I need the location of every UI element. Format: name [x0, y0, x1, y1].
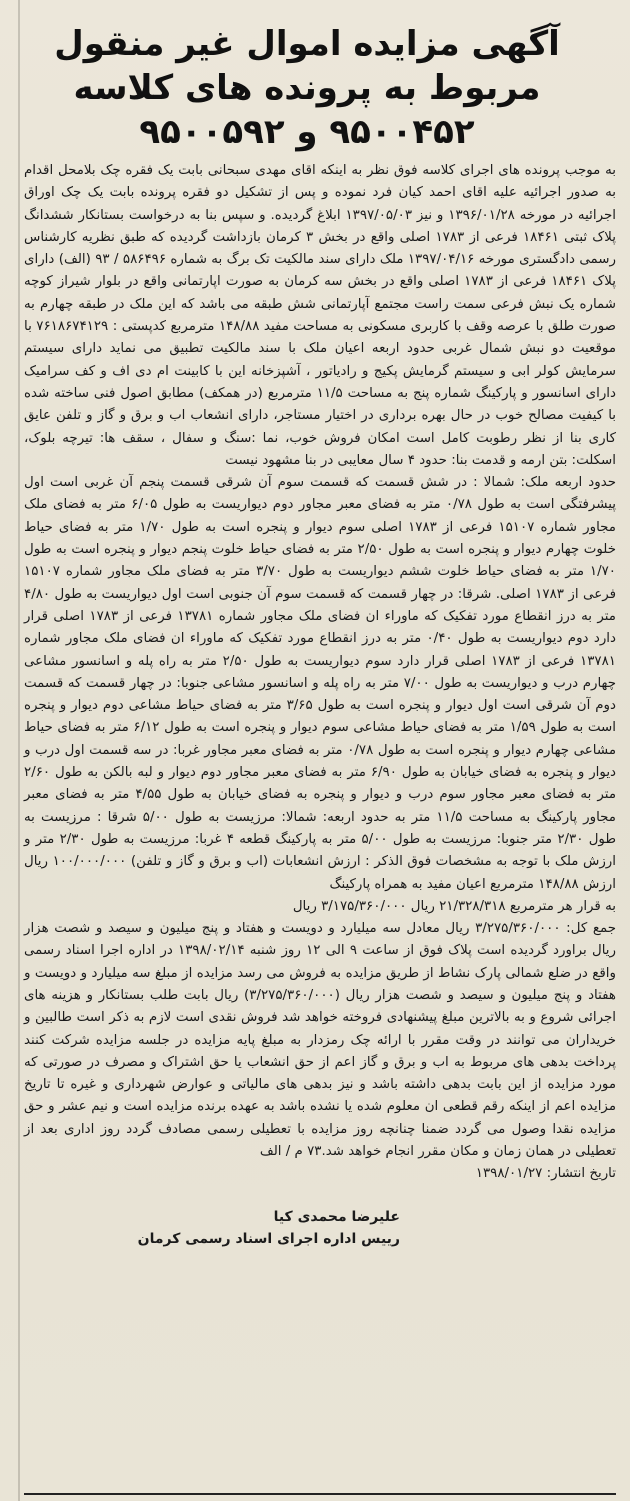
- boundaries-paragraph: حدود اربعه ملک: شمالا : در شش قسمت که قسمت سوم آن شرقی قسمت پنجم آن غربی است اول پیشرفتگی است به طول ۰/۷۸ متر به فضای معبر مجاور دوم دیواریست به طول ۶/۰۵ متر به فضای ملک مجاور شماره ۱۵۱۰۷ فرعی از ۱۷۸۳ اصلی سوم دیوار و پنجره است به طول ۱/۷۰ متر به فضای حیاط خلوت چهارم دیوار و پنجره است به طول ۲/۵۰ متر به فضای حیاط خلوت پنجم دیوار و پنجره است به طول ۱/۷۰ متر به فضای حیاط خلوت ششم دیواریست به طول ۳/۷۰ متر به فضای ملک مجاور شماره ۱۵۱۰۷ فرعی از ۱۷۸۳ اصلی. شرقا: در چهار قسمت که قسمت سوم آن جنوبی است اول دیواریست به طول ۴/۸۰ متر به درز انقطاع مورد تفکیک که ماوراء ان فضای ملک مجاور شماره ۱۳۷۸۱ فرعی از ۱۷۸۳ اصلی قرار دارد دوم دیواریست به طول ۰/۴۰ متر به درز انقطاع مورد تفکیک که ماوراء ان فضای ملک مجاور شماره ۱۳۷۸۱ فرعی از ۱۷۸۳ اصلی قرار دارد سوم دیواریست به طول ۲/۵۰ متر به راه پله و اسانسور مشاعی چهارم درب و دیواریست به طول ۷/۰۰ متر به راه پله و اسانسور مشاعی جنوبا: در چهار قسمت که قسمت دوم آن شرقی است اول دیوار و پنجره است به طول ۳/۶۵ متر به فضای حیاط مشاعی دوم دیوار و پنجره است به طول ۱/۵۹ متر به فضای حیاط مشاعی سوم دیوار و پنجره است به طول ۶/۱۲ متر به فضای حیاط مشاعی چهارم دیوار و پنجره است به طول ۰/۷۸ متر به فضای معبر مجاور غربا: در سه قسمت اول درب و دیوار و پنجره به فضای خیابان به طول ۶/۹۰ متر به فضای معبر مجاور دوم دیوار و لبه بالکن به طول ۲/۶۰ متر به فضای معبر مجاور سوم درب و دیوار و پنجره به فضای خیابان به طول ۴/۵۵ متر به فضای معبر مجاور پارکینگ به مساحت ۱۱/۵ متر به حدود اربعه: شمالا: مرزیست به طول ۵/۰۰ شرقا : مرزیست به طول ۲/۳۰ متر جنوبا: مرزیست به طول ۵/۰۰ متر به پارکینگ قطعه ۴ غربا: مرزیست به طول ۲/۳۰ متر و ارزش ملک با توجه به مشخصات فوق الذکر : ارزش انشعابات (اب و برق و گاز و تلفن) ۱۰۰/۰۰۰/۰۰۰ ریال ارزش ۱۴۸/۸۸ مترمربع اعیان مفید به همراه پارکینگ: [24, 475, 617, 892]
- price-per-meter-line: به قرار هر مترمربع ۲۱/۳۲۸/۳۱۸ ریال ۳/۱۷۵/۳۶۰/۰۰۰ ریال: [292, 898, 616, 914]
- signatory-name: علیرضا محمدی کیا: [273, 1208, 400, 1225]
- signature-block: [0, 1186, 400, 1250]
- notice-title: آگهی مزایده اموال غیر منقول مربوط به پرونده های کلاسه ۹۵۰۰۴۵۲ و ۹۵۰۰۵۹۲: [54, 24, 560, 152]
- page-edge: [18, 0, 20, 1501]
- intro-paragraph: به موجب پرونده های اجرای کلاسه فوق نظر به اینکه اقای مهدی سبحانی بابت یک فقره چک بلامحل اقدام به صدور اجرائیه علیه اقای احمد کیان فرد نموده و پس از تشکیل دو فقره پرونده بابت یک چک اوراق اجرائیه در مورخه ۱۳۹۶/۰۱/۲۸ و نیز ۱۳۹۷/۰۵/۰۳ ابلاغ گردیده. و سپس بنا به درخواست بستانکار ششدانگ پلاک ثبتی ۱۸۴۶۱ فرعی از ۱۷۸۳ اصلی واقع در بخش ۳ کرمان بازداشت گردیده که طبق نظریه کارشناس رسمی دادگستری مورخه ۱۳۹۷/۰۴/۱۶ ملک دارای سند مالکیت تک برگ به شماره ۵۸۶۴۹۶ / ۹۳ (الف) دارای پلاک ۱۸۴۶۱ فرعی از ۱۷۸۳ اصلی واقع در بخش سه کرمان به صورت اپارتمانی واقع در بلوار شیراز کوچه شماره یک نبش فرعی سمت راست مجتمع آپارتمانی شش طبقه می باشد که این ملک در طبقه چهارم به صورت طلق با عرصه وقف با کاربری مسکونی به مساحت مفید ۱۴۸/۸۸ مترمربع کدپستی : ۷۶۱۸۶۷۴۱۲۹ با موقعیت دو نبش شمال غربی حدود اربعه اعیان ملک با سند مالکیت تطبیق می نماید دارای سیستم سرمایش کولر ابی و سیستم گرمایش پکیج و رادیاتور ، آشپزخانه این با کابینت ام دی اف و کف سرامیک دارای اسانسور و پارکینگ شماره پنج به مساحت ۱۱/۵ مترمربع (در همکف) مطابق اصول فنی ساخته شده با کیفیت مصالح خوب در حال بهره برداری در اختیار مستاجر، دارای انشعاب اب و برق و گاز و تلفن عایق کاری بنا از نظر رطوبت کامل است امکان فروش خوب، نما :سنگ و سفال ، سقف ها: تیرچه بلوک، اسکلت: بتن ارمه و قدمت بنا: حدود ۴ سال معایبی در بنا مشهود نیست: [24, 163, 616, 468]
- bottom-rule: [24, 1493, 616, 1495]
- notice-body: [0, 160, 630, 1186]
- auction-terms-paragraph: جمع کل: ۳/۲۷۵/۳۶۰/۰۰۰ ریال معادل سه میلیارد و دویست و هفتاد و پنج میلیون و سیصد و شصت هزار ریال براورد گردیده است پلاک فوق از ساعت ۹ الی ۱۲ روز شنبه ۱۳۹۸/۰۲/۱۴ در اداره اجرا اسناد رسمی واقع در ضلع شمالی پارک نشاط از طریق مزایده به فروش می رسد مزایده از مبلغ سه میلیارد و دویست و هفتاد و پنج میلیون و سیصد و شصت هزار ریال (۳/۲۷۵/۳۶۰/۰۰۰) ریال بابت طلب بستانکار و هزینه های اجرائی شروع و به بالاترین مبلغ پیشنهادی فروخته خواهد شد فروش نقدی است لازم به ذکر است طالبین و خریداران می توانند در وقت مقرر با ارائه چک رمزدار به مبلغ پایه مزایده در جلسه مزایده شرکت کنند پرداخت بدهی های مربوط به اب و برق و گاز اعم از حق انشعاب یا حق اشتراک و مصرف در صورتی که مورد مزایده از این بابت بدهی داشته باشد و نیز بدهی های مالیاتی و عوارض شهرداری و غیره تا تاریخ مزایده اعم از اینکه رقم قطعی ان معلوم شده یا نشده باشد به عهده برنده مزایده است و نیم عشر و حق مزایده نقدا وصول می گردد ضمنا چنانچه روز مزایده با تعطیلی رسمی مصادف گردد روز اداری بعد از تعطیلی در همان زمان و مکان مقرر انجام خواهد شد.۷۳ م / الف: [24, 921, 616, 1160]
- publish-date: تاریخ انتشار: ۱۳۹۸/۰۱/۲۷: [475, 1166, 616, 1182]
- signatory-position: رییس اداره اجرای اسناد رسمی کرمان: [137, 1230, 400, 1247]
